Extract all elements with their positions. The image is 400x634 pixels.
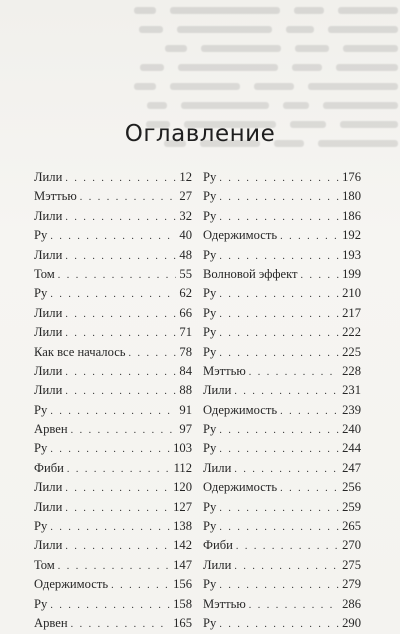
toc-entry-label: Лили	[34, 480, 63, 495]
toc-leader-dots	[219, 169, 339, 188]
toc-entry-label: Лили	[203, 383, 232, 398]
toc-leader-dots	[219, 518, 339, 537]
toc-entry-page: 222	[342, 325, 361, 340]
toc-entry-label: Ру	[34, 228, 48, 243]
toc-entry-label: Лили	[203, 460, 232, 475]
toc-leader-dots	[129, 344, 177, 363]
toc-entry-label: Одержимость	[34, 577, 109, 592]
toc-entry-label: Арвен	[34, 615, 68, 630]
toc-entry-page: 127	[173, 499, 192, 514]
toc-entry-page: 256	[342, 480, 361, 495]
toc-entry	[34, 614, 192, 633]
toc-entry-label: Ру	[34, 286, 48, 301]
toc-entry	[203, 478, 361, 497]
toc-entry-label: Ру	[203, 441, 217, 456]
toc-entry-label: Фиби	[203, 538, 233, 553]
toc-entry-page: 244	[342, 441, 361, 456]
toc-entry-page: 225	[342, 344, 361, 359]
toc-entry-page: 147	[173, 557, 192, 572]
toc-leader-dots	[219, 615, 339, 634]
toc-leader-dots	[71, 421, 177, 440]
toc-entry-page: 239	[342, 402, 361, 417]
toc-entry	[203, 207, 361, 226]
toc-entry-label: Ру	[203, 577, 217, 592]
toc-entry-page: 199	[342, 266, 361, 281]
toc-entry-page: 32	[179, 208, 192, 223]
toc-entry	[203, 420, 361, 439]
toc-entry-page: 279	[342, 577, 361, 592]
toc-entry-page: 165	[173, 615, 192, 630]
toc-entry	[34, 323, 192, 342]
toc-entry-page: 275	[342, 557, 361, 572]
toc-leader-dots	[219, 285, 339, 304]
toc-entry	[34, 498, 192, 517]
toc-entry	[203, 284, 361, 303]
toc-entry-page: 192	[342, 228, 361, 243]
toc-entry-page: 240	[342, 422, 361, 437]
toc-entry	[34, 187, 192, 206]
toc-entry	[203, 265, 361, 284]
toc-entry	[203, 595, 361, 614]
toc-entry	[203, 323, 361, 342]
toc-entry	[203, 246, 361, 265]
toc-entry	[203, 304, 361, 323]
toc-leader-dots	[111, 576, 170, 595]
toc-entry-page: 217	[342, 305, 361, 320]
toc-entry-label: Мэттью	[203, 596, 246, 611]
toc-entry	[203, 343, 361, 362]
toc-leader-dots	[234, 557, 339, 576]
toc-entry-label: Одержимость	[203, 480, 278, 495]
toc-entry	[203, 168, 361, 187]
toc-entry-label: Ру	[34, 596, 48, 611]
toc-entry-label: Одержимость	[203, 402, 278, 417]
toc-leader-dots	[219, 440, 339, 459]
toc-leader-dots	[219, 247, 339, 266]
toc-entry	[34, 381, 192, 400]
toc-entry-label: Ру	[203, 286, 217, 301]
toc-entry-page: 88	[179, 383, 192, 398]
toc-entry-label: Ру	[203, 189, 217, 204]
toc-leader-dots	[280, 227, 339, 246]
toc-entry-page: 97	[179, 422, 192, 437]
toc-leader-dots	[219, 499, 339, 518]
toc-entry-page: 78	[179, 344, 192, 359]
toc-entry-label: Одержимость	[203, 228, 278, 243]
toc-entry-page: 290	[342, 615, 361, 630]
toc-entry	[34, 439, 192, 458]
toc-entry-label: Ру	[203, 170, 217, 184]
toc-entry	[34, 284, 192, 303]
toc-entry-page: 186	[342, 208, 361, 223]
toc-entry-page: 138	[173, 519, 192, 534]
toc-leader-dots	[249, 596, 339, 615]
toc-entry	[203, 381, 361, 400]
toc-entry-page: 91	[179, 402, 192, 417]
toc-leader-dots	[234, 460, 339, 479]
toc-entry	[34, 459, 192, 478]
toc-entry-page: 27	[179, 189, 192, 204]
toc-entry-page: 103	[173, 441, 192, 456]
toc-leader-dots	[58, 266, 177, 285]
toc-entry-label: Как все началось	[34, 344, 126, 359]
toc-entry	[203, 498, 361, 517]
toc-entry-label: Ру	[34, 519, 48, 534]
toc-leader-dots	[65, 208, 176, 227]
toc-entry-page: 158	[173, 596, 192, 611]
toc-entry-label: Лили	[34, 247, 63, 262]
toc-entry-page: 55	[179, 266, 192, 281]
toc-leader-dots	[219, 188, 339, 207]
toc-entry	[34, 536, 192, 555]
toc-entry-label: Лили	[34, 325, 63, 340]
toc-leader-dots	[219, 421, 339, 440]
toc-leader-dots	[219, 208, 339, 227]
toc-entry	[34, 478, 192, 497]
toc-leader-dots	[65, 479, 170, 498]
toc-entry-label: Ру	[203, 247, 217, 262]
toc-entry	[203, 556, 361, 575]
toc-entry-page: 156	[173, 577, 192, 592]
toc-leader-dots	[67, 460, 171, 479]
toc-entry	[34, 207, 192, 226]
toc-entry-page: 286	[342, 596, 361, 611]
toc-leader-dots	[50, 285, 176, 304]
toc-entry-label: Том	[34, 557, 55, 572]
toc-entry-page: 193	[342, 247, 361, 262]
toc-entry	[203, 575, 361, 594]
toc-leader-dots	[65, 324, 176, 343]
toc-entry	[34, 343, 192, 362]
toc-entry-label: Лили	[34, 383, 63, 398]
toc-leader-dots	[50, 596, 170, 615]
toc-entry-page: 247	[342, 460, 361, 475]
toc-entry-label: Фиби	[34, 460, 64, 475]
toc-leader-dots	[65, 169, 176, 188]
toc-entry-page: 265	[342, 519, 361, 534]
toc-leader-dots	[280, 479, 339, 498]
toc-entry	[34, 595, 192, 614]
toc-leader-dots	[65, 247, 176, 266]
toc-leader-dots	[301, 266, 340, 285]
toc-entry-page: 231	[342, 383, 361, 398]
toc-entry-label: Ру	[203, 325, 217, 340]
toc-column-right	[203, 168, 361, 633]
toc-leader-dots	[50, 402, 176, 421]
toc-entry	[34, 401, 192, 420]
toc-entry-page: 66	[179, 305, 192, 320]
toc-entry-page: 84	[179, 363, 192, 378]
toc-entry	[34, 304, 192, 323]
toc-entry-page: 210	[342, 286, 361, 301]
toc-entry-label: Ру	[34, 402, 48, 417]
toc-leader-dots	[249, 363, 339, 382]
toc-leader-dots	[80, 188, 177, 207]
toc-leader-dots	[58, 557, 170, 576]
toc-entry-label: Ру	[203, 519, 217, 534]
toc-leader-dots	[65, 499, 170, 518]
toc-entry-label: Лили	[203, 557, 232, 572]
toc-entry	[203, 459, 361, 478]
toc-entry	[203, 439, 361, 458]
toc-entry-label: Ру	[34, 441, 48, 456]
toc-entry	[34, 517, 192, 536]
toc-entry	[34, 168, 192, 187]
toc-entry	[203, 226, 361, 245]
toc-column-left	[34, 168, 192, 633]
toc-entry-label: Лили	[34, 538, 63, 553]
toc-entry-label: Ру	[203, 208, 217, 223]
toc-entry-label: Мэттью	[34, 189, 77, 204]
toc-entry-page: 228	[342, 363, 361, 378]
toc-entry-label: Том	[34, 266, 55, 281]
toc-leader-dots	[236, 537, 339, 556]
toc-leader-dots	[65, 382, 176, 401]
toc-leader-dots	[50, 440, 170, 459]
toc-entry	[203, 614, 361, 633]
toc-entry-label: Ру	[203, 344, 217, 359]
toc-entry-page: 142	[173, 538, 192, 553]
toc-entry-label: Лили	[34, 170, 63, 184]
toc-entry-label: Арвен	[34, 422, 68, 437]
toc-entry-label: Лили	[34, 208, 63, 223]
toc-entry	[34, 362, 192, 381]
toc-leader-dots	[280, 402, 339, 421]
toc-leader-dots	[71, 615, 171, 634]
toc-entry-label: Мэттью	[203, 363, 246, 378]
toc-leader-dots	[65, 363, 176, 382]
page-title: Оглавление	[124, 121, 276, 147]
toc-entry-page: 40	[179, 228, 192, 243]
toc-entry-label: Лили	[34, 499, 63, 514]
toc-entry	[34, 420, 192, 439]
toc-entry	[203, 536, 361, 555]
toc-entry	[203, 401, 361, 420]
toc-entry	[203, 517, 361, 536]
toc-leader-dots	[219, 576, 339, 595]
toc-leader-dots	[219, 324, 339, 343]
toc-entry	[34, 575, 192, 594]
toc-entry-label: Ру	[203, 422, 217, 437]
toc-entry-page: 259	[342, 499, 361, 514]
toc-leader-dots	[219, 344, 339, 363]
toc-leader-dots	[234, 382, 339, 401]
toc-entry-label: Лили	[34, 363, 63, 378]
toc-entry-page: 120	[173, 480, 192, 495]
toc-entry-label: Ру	[203, 499, 217, 514]
toc-entry-page: 71	[179, 325, 192, 340]
toc-entry-page: 176	[342, 170, 361, 184]
toc-entry	[203, 362, 361, 381]
toc-entry-page: 48	[179, 247, 192, 262]
toc-entry-page: 112	[173, 460, 192, 475]
toc-entry	[34, 556, 192, 575]
toc-entry-label: Ру	[203, 305, 217, 320]
toc-entry	[34, 226, 192, 245]
toc-leader-dots	[65, 305, 176, 324]
toc-leader-dots	[65, 537, 170, 556]
toc-leader-dots	[50, 227, 176, 246]
toc-entry-label: Волновой эффект	[203, 266, 298, 281]
toc-entry-label: Лили	[34, 305, 63, 320]
toc-entry-label: Ру	[203, 615, 217, 630]
toc-entry	[34, 246, 192, 265]
toc-leader-dots	[219, 305, 339, 324]
toc-entry	[34, 265, 192, 284]
toc-entry-page: 180	[342, 189, 361, 204]
toc-entry	[203, 187, 361, 206]
toc-entry-page: 62	[179, 286, 192, 301]
toc-entry-page: 270	[342, 538, 361, 553]
toc-entry-page: 12	[179, 170, 192, 184]
toc-leader-dots	[50, 518, 170, 537]
